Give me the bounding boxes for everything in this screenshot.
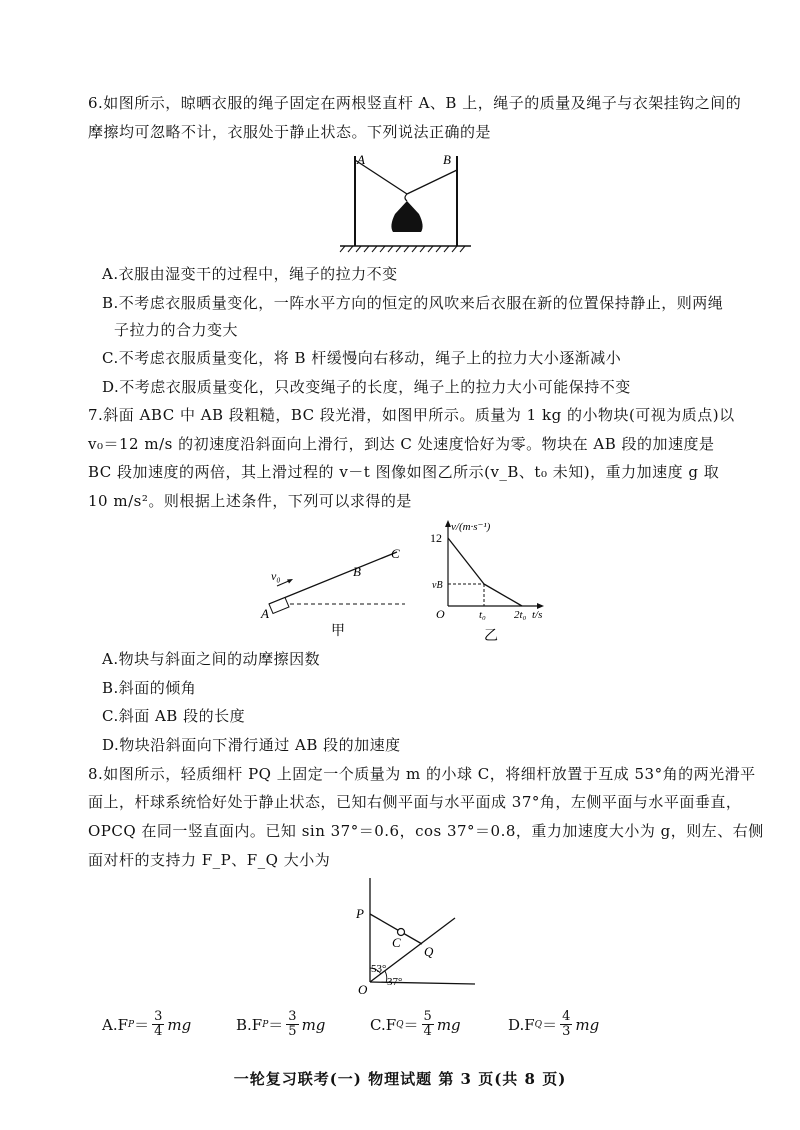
ground-hatch (340, 246, 465, 252)
q7-stem-line-1: 7.斜面 ABC 中 AB 段粗糙，BC 段光滑，如图甲所示。质量为 1 kg 的小物块(可视为质点)以 (88, 406, 735, 424)
label-q: Q (424, 944, 434, 959)
hanger-hook (405, 194, 407, 201)
q6-clothesline-figure (335, 148, 475, 256)
fraction-numerator: 3 (154, 1009, 163, 1024)
q7-option-a: A.物块与斜面之间的动摩擦因数 (102, 650, 321, 668)
y-axis-label: v/(m·s⁻¹) (451, 521, 491, 533)
label-c: C (392, 935, 401, 950)
label-a: A (357, 152, 365, 167)
q6-option-c: C.不考虑衣服质量变化，将 B 杆缓慢向右移动，绳子上的拉力大小逐渐减小 (102, 349, 622, 367)
option-fraction (560, 1010, 572, 1039)
fraction-numerator: 5 (423, 1009, 432, 1024)
option-eq: ＝ (542, 1016, 558, 1034)
option-suffix: mg (436, 1015, 461, 1034)
label-p: P (356, 906, 364, 921)
q6-stem-line-2: 摩擦均可忽略不计，衣服处于静止状态。下列说法正确的是 (88, 123, 492, 141)
option-eq: ＝ (134, 1016, 150, 1034)
vb-tick: vB (432, 580, 443, 591)
option-suffix: mg (301, 1015, 326, 1034)
caption-yi: 乙 (484, 629, 498, 644)
option-eq: ＝ (403, 1016, 419, 1034)
vt-line-bc (484, 584, 522, 606)
q7-stem-line-3: BC 段加速度的两倍，其上滑过程的 v－t 图像如图乙所示(v_B、t₀ 未知)，重力加速度 g 取 (88, 463, 720, 481)
fraction-numerator: 4 (562, 1009, 571, 1024)
option-sub: P (262, 1019, 269, 1030)
velocity-arrowhead (287, 579, 293, 584)
t0-tick: t₀ (479, 609, 486, 621)
label-37: 37° (387, 976, 403, 988)
label-v0: v₀ (271, 569, 281, 583)
label-b: B (353, 564, 361, 579)
fraction-denominator: 4 (154, 1024, 163, 1039)
option-fraction (152, 1010, 164, 1039)
q7-option-b: B.斜面的倾角 (102, 679, 197, 697)
q8-option-d (508, 1010, 599, 1039)
fraction-denominator: 5 (288, 1024, 297, 1039)
q8-option-b (236, 1010, 325, 1039)
y-tick-12: 12 (430, 531, 442, 545)
q6-option-a: A.衣服由湿变干的过程中，绳子的拉力不变 (102, 265, 398, 283)
q8-option-a (102, 1010, 191, 1039)
option-prefix: A.F (102, 1015, 129, 1034)
clothes-shape (391, 201, 422, 232)
q8-stem-line-3: OPCQ 在同一竖直面内。已知 sin 37°＝0.6，cos 37°＝0.8，重力加速度大小为 g，则左、右侧 (88, 822, 764, 840)
fraction-denominator: 3 (562, 1024, 571, 1039)
label-b: B (443, 152, 451, 167)
option-sub: P (128, 1019, 135, 1030)
rope-right (407, 170, 457, 194)
option-prefix: C.F (370, 1015, 397, 1034)
block (269, 598, 289, 614)
fraction-numerator: 3 (288, 1009, 297, 1024)
option-eq: ＝ (268, 1016, 284, 1034)
q6-option-b-cont: 子拉力的合力变大 (114, 321, 239, 339)
option-suffix: mg (167, 1015, 192, 1034)
page-footer: 一轮复习联考(一) 物理试题 第 3 页(共 8 页) (233, 1070, 567, 1088)
option-prefix: D.F (508, 1015, 535, 1034)
label-53: 53° (371, 963, 387, 975)
label-c: C (391, 546, 400, 561)
q6-option-b: B.不考虑衣服质量变化，一阵水平方向的恒定的风吹来后衣服在新的位置保持静止，则两绳 (102, 294, 724, 312)
q7-stem-line-4: 10 m/s²。则根据上述条件，下列可以求得的是 (88, 492, 412, 510)
option-fraction (286, 1010, 298, 1039)
t2-tick: 2t₀ (514, 609, 527, 621)
x-axis-label: t/s (532, 609, 543, 621)
label-o: O (358, 982, 368, 997)
label-a: A (261, 606, 269, 621)
q7-option-c: C.斜面 AB 段的长度 (102, 707, 246, 725)
option-suffix: mg (575, 1015, 600, 1034)
option-prefix: B.F (236, 1015, 263, 1034)
q7-incline-figure (255, 540, 415, 640)
q8-option-c (370, 1010, 461, 1039)
q8-stem-line-1: 8.如图所示，轻质细杆 PQ 上固定一个质量为 m 的小球 C，将细杆放置于互成 53°角的两光滑平 (88, 765, 756, 783)
vt-line-ab (448, 538, 484, 584)
option-sub: Q (396, 1019, 404, 1030)
option-sub: Q (534, 1019, 543, 1030)
q7-option-d: D.物块沿斜面向下滑行通过 AB 段的加速度 (102, 736, 401, 754)
q7-vt-graph (420, 518, 560, 646)
q6-option-d: D.不考虑衣服质量变化，只改变绳子的长度，绳子上的拉力大小可能保持不变 (102, 378, 631, 396)
caption-jia: 甲 (331, 624, 345, 639)
q8-rod-figure (330, 872, 480, 997)
q8-stem-line-4: 面对杆的支持力 F_P、F_Q 大小为 (88, 851, 331, 869)
q6-stem-line-1: 6.如图所示，晾晒衣服的绳子固定在两根竖直杆 A、B 上，绳子的质量及绳子与衣架挂钩之间的 (88, 94, 742, 112)
q8-stem-line-2: 面上，杆球系统恰好处于静止状态，已知右侧平面与水平面成 37°角，左侧平面与水平面垂直， (88, 793, 742, 811)
option-fraction (422, 1010, 434, 1039)
incline-line (269, 552, 397, 604)
fraction-denominator: 4 (423, 1024, 432, 1039)
q7-stem-line-2: v₀＝12 m/s 的初速度沿斜面向上滑行，到达 C 处速度恰好为零。物块在 AB 段的加速度是 (88, 435, 715, 453)
origin-label: O (436, 607, 445, 621)
